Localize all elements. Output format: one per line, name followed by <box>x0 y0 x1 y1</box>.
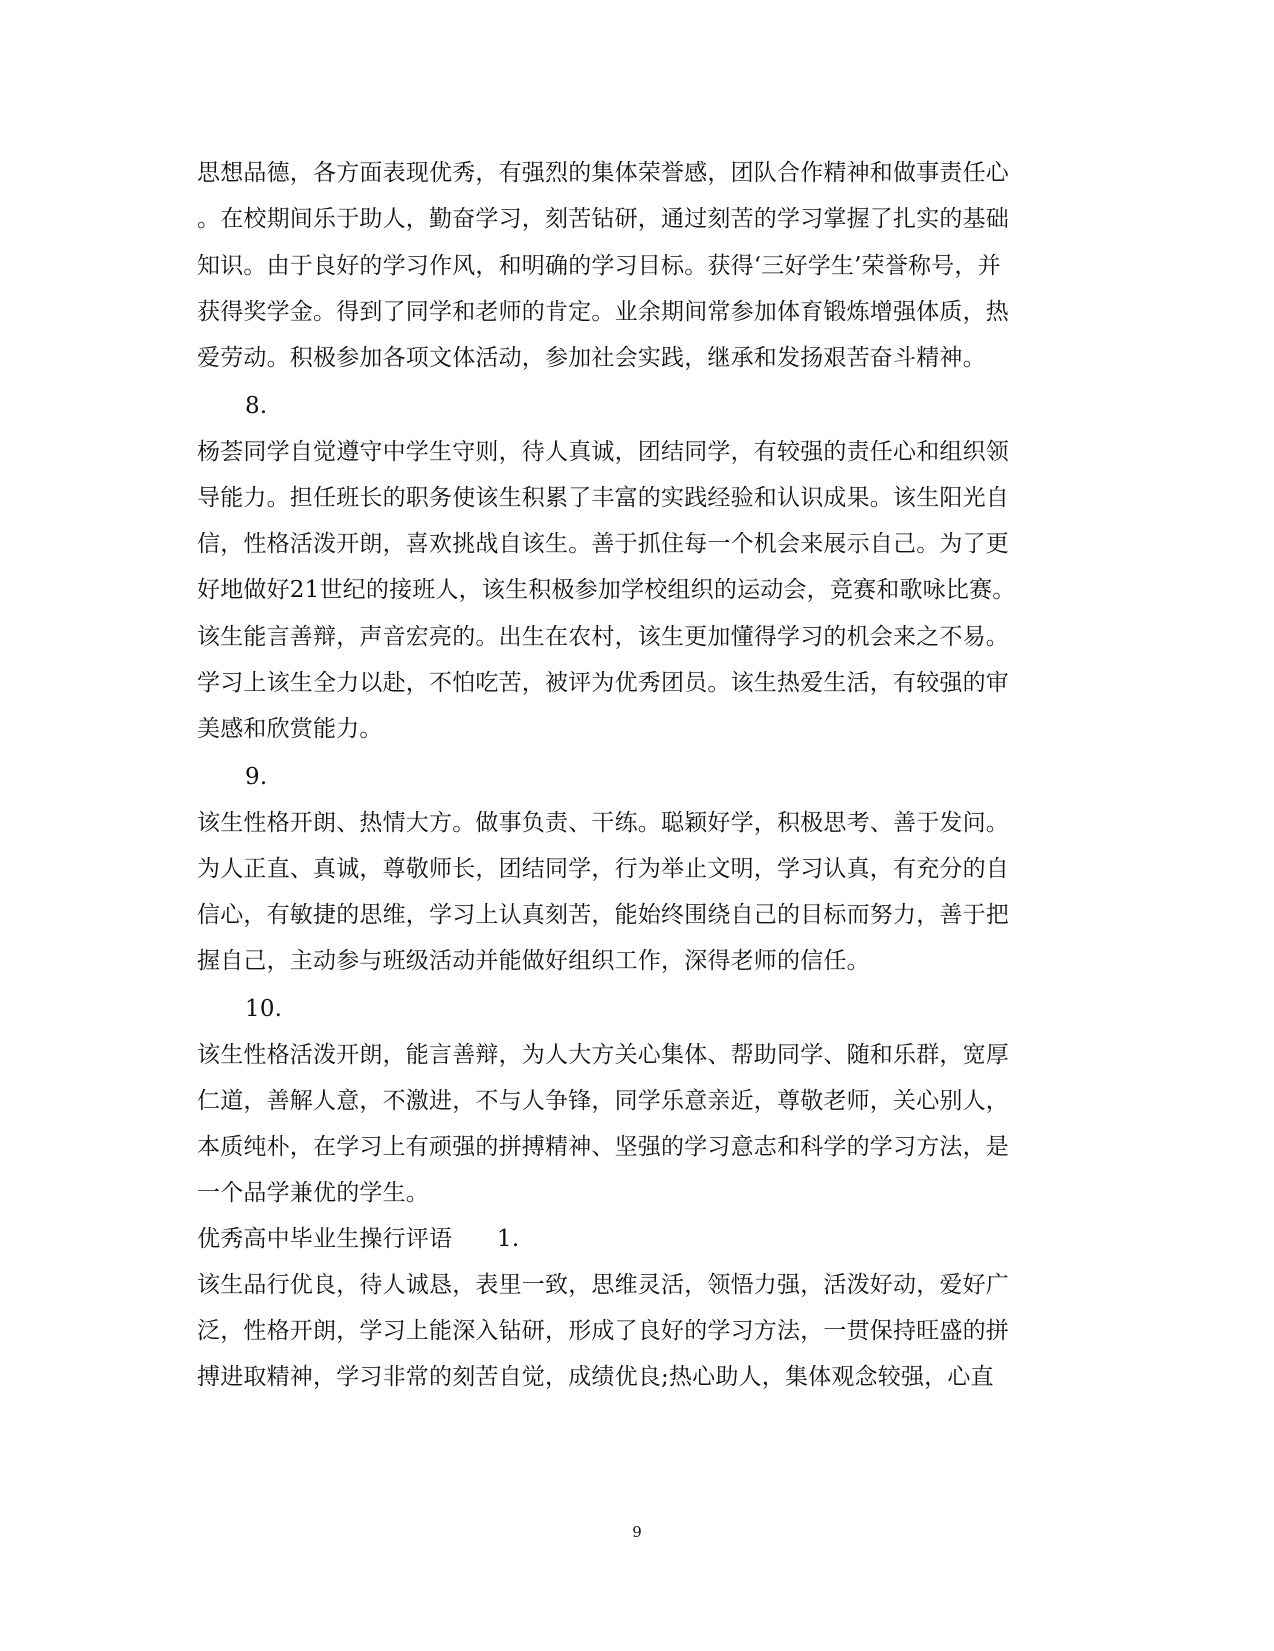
paragraph-line: 仁道，善解人意，不激进，不与人争锋，同学乐意亲近，尊敬老师，关心别人， <box>197 1088 1009 1114</box>
item-number: 1. <box>497 1226 520 1252</box>
paragraph-line: 信心，有敏捷的思维，学习上认真刻苦，能始终围绕自己的目标而努力，善于把 <box>197 902 1009 928</box>
paragraph-line: 该生能言善辩，声音宏亮的。出生在农村，该生更加懂得学习的机会来之不易。 <box>197 624 1009 650</box>
paragraph-line: 该生品行优良，待人诚恳，表里一致，思维灵活，领悟力强，活泼好动，爱好广 <box>197 1272 1009 1298</box>
paragraph-line: 搏进取精神，学习非常的刻苦自觉，成绩优良;热心助人，集体观念较强，心直 <box>197 1364 994 1390</box>
paragraph-line: 获得奖学金。得到了同学和老师的肯定。业余期间常参加体育锻炼增强体质，热 <box>197 299 1009 325</box>
paragraph-line: 泛，性格开朗，学习上能深入钻研，形成了良好的学习方法，一贯保持旺盛的拼 <box>197 1318 1009 1344</box>
paragraph-line: 为人正直、真诚，尊敬师长，团结同学，行为举止文明，学习认真，有充分的自 <box>197 856 1009 882</box>
paragraph-line: 杨荟同学自觉遵守中学生守则，待人真诚，团结同学，有较强的责任心和组织领 <box>197 439 1009 465</box>
paragraph-line: 信，性格活泼开朗，喜欢挑战自该生。善于抓住每一个机会来展示自己。为了更 <box>197 531 1009 557</box>
section-title: 优秀高中毕业生操行评语 <box>197 1226 453 1252</box>
item-number: 9. <box>245 764 268 790</box>
paragraph-line: 学习上该生全力以赴，不怕吃苦，被评为优秀团员。该生热爱生活，有较强的审 <box>197 670 1009 696</box>
paragraph-line: 本质纯朴，在学习上有顽强的拼搏精神、坚强的学习意志和科学的学习方法，是 <box>197 1134 1009 1160</box>
paragraph-line: 导能力。担任班长的职务使该生积累了丰富的实践经验和认识成果。该生阳光自 <box>197 485 1009 511</box>
paragraph-line: 。在校期间乐于助人，勤奋学习，刻苦钻研，通过刻苦的学习掌握了扎实的基础 <box>197 206 1009 232</box>
paragraph-line: 一个品学兼优的学生。 <box>197 1180 429 1206</box>
paragraph-line: 美感和欣赏能力。 <box>197 716 383 742</box>
paragraph-line: 该生性格开朗、热情大方。做事负责、干练。聪颖好学，积极思考、善于发问。 <box>197 810 1009 836</box>
item-number: 8. <box>245 393 268 419</box>
paragraph-line: 知识。由于良好的学习作风，和明确的学习目标。获得‘三好学生’荣誉称号，并 <box>197 253 1001 279</box>
item-number: 10. <box>245 996 283 1022</box>
paragraph-line: 思想品德，各方面表现优秀，有强烈的集体荣誉感，团队合作精神和做事责任心 <box>197 160 1009 186</box>
page-number: 9 <box>632 1523 642 1541</box>
paragraph-line: 爱劳动。积极参加各项文体活动，参加社会实践，继承和发扬艰苦奋斗精神。 <box>197 345 986 371</box>
paragraph-line: 握自己，主动参与班级活动并能做好组织工作，深得老师的信任。 <box>197 948 870 974</box>
paragraph-line: 好地做好21世纪的接班人，该生积极参加学校组织的运动会，竞赛和歌咏比赛。 <box>197 577 1016 603</box>
paragraph-line: 该生性格活泼开朗，能言善辩，为人大方关心集体、帮助同学、随和乐群，宽厚 <box>197 1042 1009 1068</box>
section-heading <box>197 1224 452 1254</box>
